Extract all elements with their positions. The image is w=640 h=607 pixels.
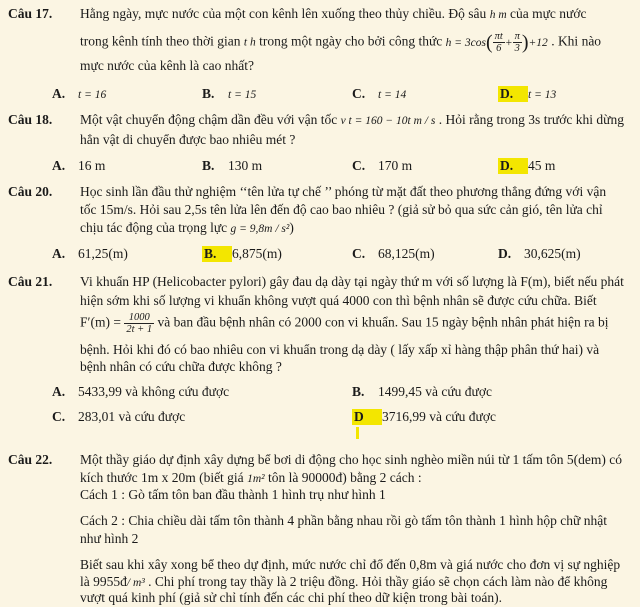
question-text: trong kênh tính theo thời gian t h trong một ngày cho bởi công thức h = 3cos( $\frac{\pi t}{6}$ + $\frac{\pi}{3}$ )+12 . Khi nào (80, 31, 602, 54)
option-b[interactable]: B. 6,875(m) (204, 246, 282, 261)
question-number: Câu 20. (8, 184, 53, 199)
question-text: như hình 2 (80, 531, 139, 546)
question-text: vượt quá kinh phí (giả sử chỉ tính đến các chi phí theo dữ kiện trong bài toán). (80, 590, 502, 605)
question-text: hẳn vật di chuyển được bao nhiêu mét ? (80, 132, 296, 147)
question-text: Một vật chuyển động chậm dần đều với vận tốc v t = 160 − 10t m / s . Hỏi rằng trong 3s trước khi dừng (80, 112, 624, 127)
question-number: Câu 18. (8, 112, 53, 127)
option-c[interactable]: C. 283,01 và cứu được (52, 409, 186, 424)
option-c[interactable]: C. 170 m (352, 158, 413, 173)
option-a[interactable]: A. 5433,99 và không cứu được (52, 384, 230, 399)
option-d[interactable]: D. 45 m (500, 158, 556, 173)
option-b[interactable]: B. t = 15 (202, 86, 257, 101)
question-text: kích thước 1m x 20m (biết giá 1m² tôn là 90000đ) bằng 2 cách : (80, 470, 422, 485)
option-b[interactable]: B. 130 m (202, 158, 263, 173)
question-text: mực nước của kênh là cao nhất? (80, 58, 254, 73)
question-text: Một thầy giáo dự định xây dựng bể bơi di động cho học sinh nghèo miền núi từ 1 tấm tôn 5(dem) có (80, 452, 623, 467)
option-a[interactable]: A. t = 16 (52, 86, 107, 101)
question-text: tốc 15m/s. Hỏi sau 2,5s tên lửa lên đến độ cao bao nhiêu ? (giả sử bỏ qua sức cản gió, tên lửa chỉ (80, 202, 603, 217)
question-text: bệnh. Hỏi khi đó có bao nhiêu con vi khuẩn trong dạ dày ( lấy xấp xỉ hàng thập phân thứ hai) và (80, 342, 600, 357)
option-b[interactable]: B. 1499,45 và cứu được (352, 384, 492, 399)
question-text: Biết sau khi xây xong bể theo dự định, mức nước chỉ đổ đến 0,8m và giá nước cho đơn vị sự nghiệp (80, 557, 621, 572)
question-text: bệnh nhân có cứu chữa được không ? (80, 359, 282, 374)
option-d[interactable]: D. 30,625(m) (498, 246, 581, 261)
question-text: Cách 1 : Gò tấm tôn ban đầu thành 1 hình trụ như hình 1 (80, 487, 386, 502)
question-text: Học sinh lần đầu thử nghiệm ‘‘tên lửa tự chế ’’ phóng từ mặt đất theo phương thẳng đứng với vận (80, 184, 607, 199)
question-text: Hằng ngày, mực nước của một con kênh lên xuống theo thủy chiều. Độ sâu h m của mực nước (80, 6, 587, 21)
option-d[interactable]: D. t = 13 (500, 86, 557, 101)
question-text: là 9955đ/ m³ . Chi phí trong tay thầy là 2 triệu đồng. Hỏi thầy giáo sẽ chọn cách làm nào để không (80, 574, 608, 589)
option-c[interactable]: C. 68,125(m) (352, 246, 435, 261)
question-text: Vi khuẩn HP (Helicobacter pylori) gây đau dạ dày tại ngày thứ m với số lượng là F(m), biết nếu phát (80, 274, 624, 289)
option-a[interactable]: A. 61,25(m) (52, 246, 128, 261)
formula: h = 3cos( $\frac{\pi t}{6}$ + $\frac{\pi}{3}$ )+12 (445, 31, 548, 54)
question-text: Cách 2 : Chia chiều dài tấm tôn thành 4 phần bằng nhau rồi gò tấm tôn thành 1 hình hộp chữ nhật (80, 513, 607, 528)
question-text: F′(m) = $\frac{1000}{2t + 1}$ và ban đầu bệnh nhân có 2000 con vi khuẩn. Sau 15 ngày bệnh nhân phát hiện ra bị (80, 312, 609, 335)
question-text: chịu tác động của trọng lực g = 9,8m / s²) (80, 220, 294, 235)
highlight-mark (356, 427, 359, 439)
option-c[interactable]: C. t = 14 (352, 86, 407, 101)
option-a[interactable]: A. 16 m (52, 158, 106, 173)
question-number: Câu 22. (8, 452, 53, 467)
question-number: Câu 21. (8, 274, 53, 289)
question-number: Câu 17. (8, 6, 53, 21)
option-d[interactable]: D 3716,99 và cứu được (354, 409, 496, 424)
question-text: hiện sớm khi số lượng vi khuẩn không vượt quá 4000 con thì bệnh nhân sẽ được cứu chữa. Biết (80, 293, 597, 308)
